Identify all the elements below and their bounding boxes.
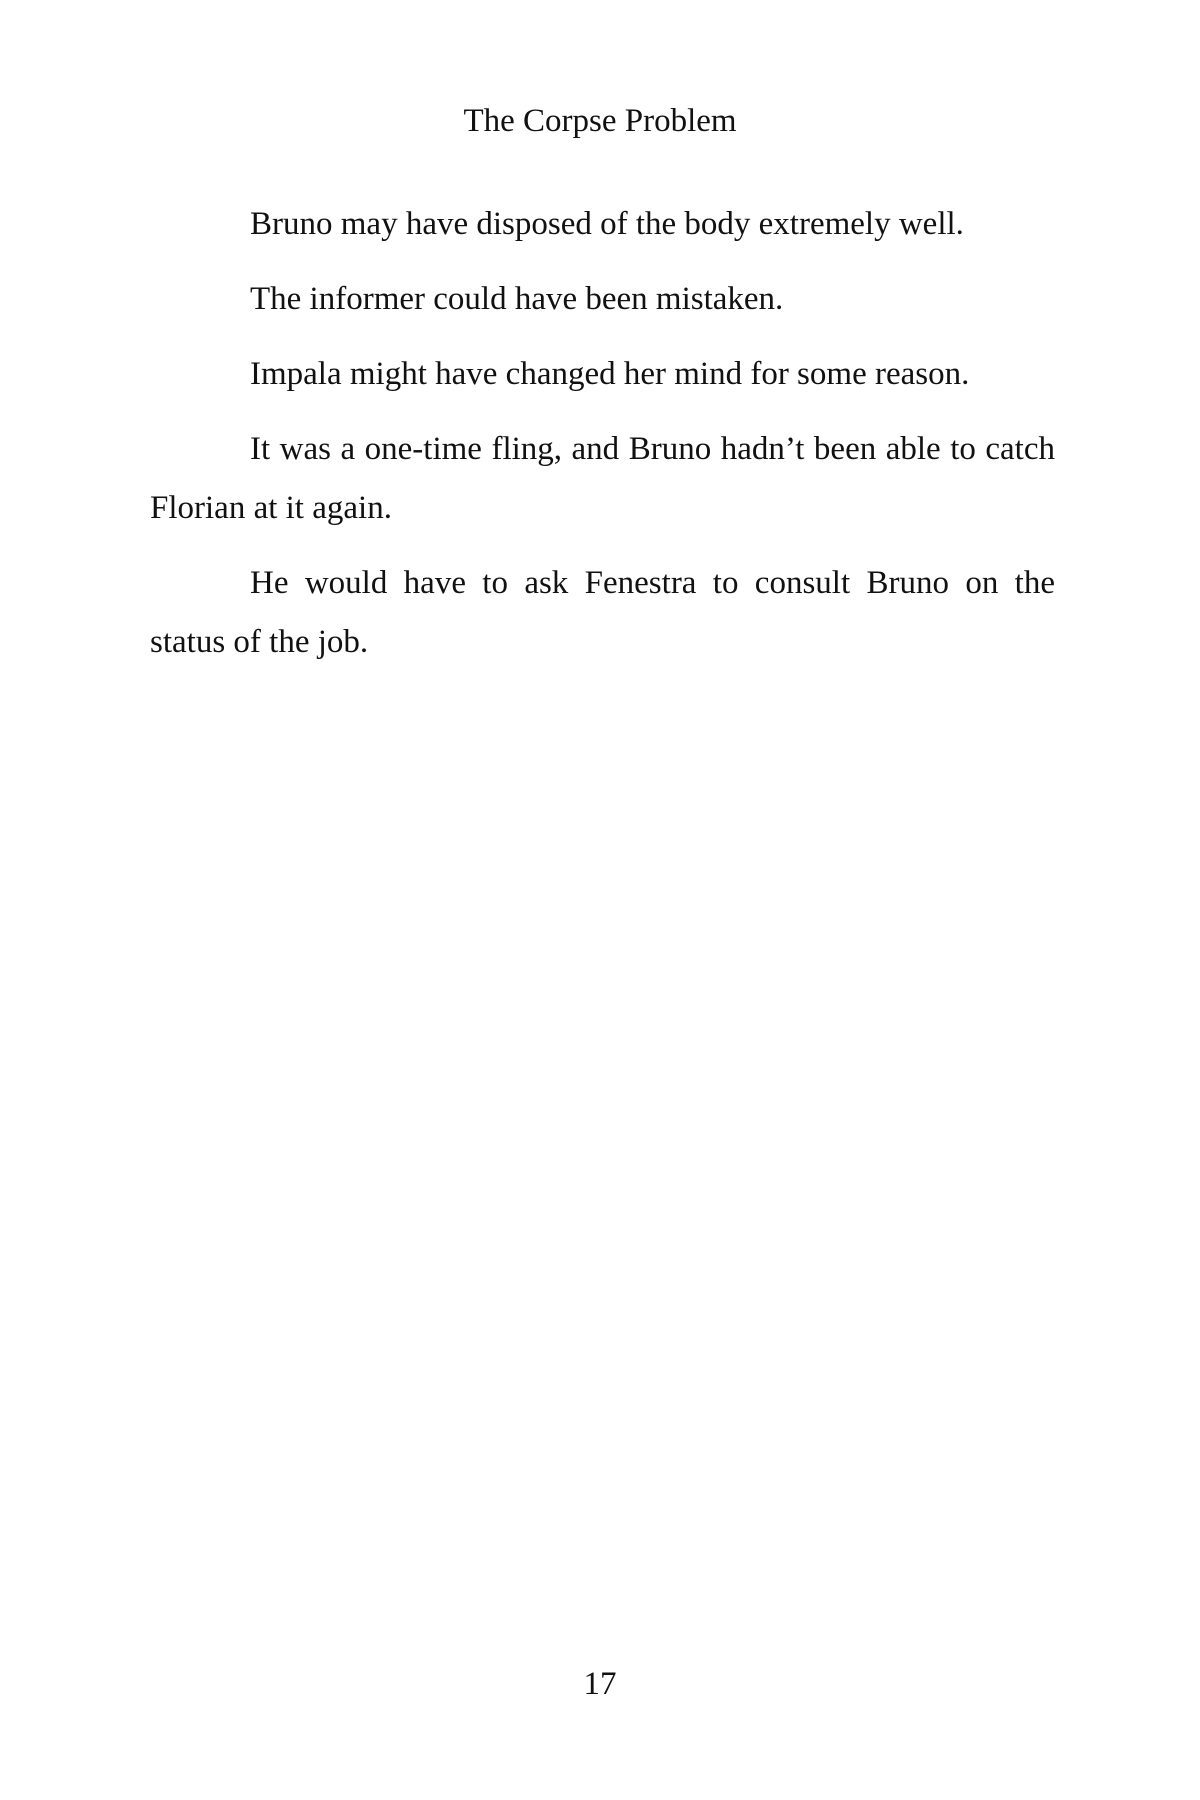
paragraph: Bruno may have disposed of the body extremely well. (250, 206, 964, 242)
paragraph: The informer could have been mistaken. (250, 281, 784, 317)
running-header-title: The Corpse Problem (463, 103, 737, 139)
paragraph: He would have to ask Fenestra to consult Bruno on the status of the job. (150, 565, 1055, 660)
page-number: 17 (583, 1666, 617, 1702)
paragraph: Impala might have changed her mind for some reason. (250, 356, 970, 392)
paragraph: It was a one-time fling, and Bruno hadn’t been able to catch Florian at it again. (150, 431, 1055, 526)
body-text (150, 195, 1055, 688)
